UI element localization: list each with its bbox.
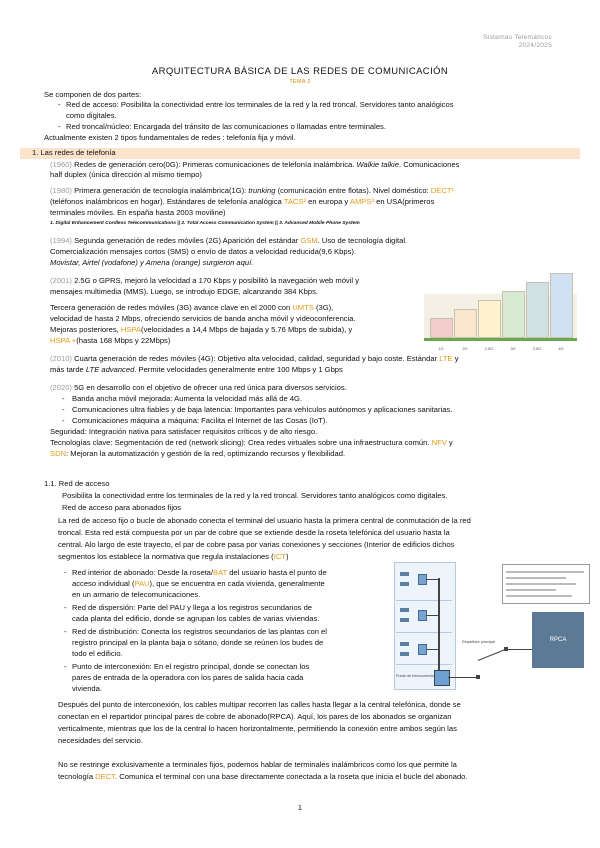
phone-icon [400, 608, 409, 612]
gen-3g-text-d: Mejoras posteriores, [50, 325, 119, 334]
gen-3g-line2: velocidad de hasta 2 Mbps, ofreciendo servicios de banda ancha móvil y videoconferencia. [50, 314, 356, 323]
bullet-dash: - [64, 627, 67, 636]
gen-3g-line3 [50, 325, 352, 336]
header-year: 2024/2025 [518, 42, 552, 49]
generation-column [454, 309, 477, 338]
bullet-dash: - [62, 405, 65, 414]
page-header [483, 34, 552, 50]
document-subtitle: TEMA 2 [289, 79, 311, 85]
phone-icon [400, 652, 409, 656]
gen-2g-text-b: . Uso de tecnología digital. [317, 236, 408, 245]
year-label: (2020) [50, 383, 72, 392]
floor-line [396, 600, 452, 601]
keyword-dect: DECT [95, 772, 116, 781]
s11-bullet-4-line2: pares de entrada de la operadora con los pares de salida hacia cada [72, 673, 304, 682]
section-heading: 1. Las redes de telefonía [32, 148, 116, 157]
s11-b1-text: Red interior de abonado: Desde la roseta/ [72, 568, 213, 577]
s11-q4: necesidades del servicio. [58, 736, 143, 745]
gen-4g-text-b: y [454, 354, 459, 363]
generation-column [526, 282, 549, 338]
phone-icon [400, 572, 409, 576]
gen-5g-and: y [448, 438, 453, 447]
s11-p6-text: segmentos los establece la normativa que regula instalaciones ( [58, 552, 274, 561]
s11-b1-text-b: del usuario hasta el punto de [229, 568, 327, 577]
s11-p6-end: ) [285, 552, 289, 561]
cable-node [504, 647, 508, 651]
keyword-sdn: SDN [50, 449, 67, 458]
intro-red-acceso-cont: como digitales. [66, 111, 117, 120]
s11-p6 [58, 552, 288, 563]
s11-r1: No se restringe exclusivamente a terminales fijos, podemos hablar de terminales inalámbricos como los que permite la [58, 760, 457, 769]
gen-25g [50, 276, 359, 287]
gen-5g-text: 5G en desarrollo con el objetivo de ofrecer una red única para diversos servicios. [74, 383, 347, 392]
s11-r2-text-b: . Comunica el terminal con una base directamente conectada a la roseta que inicia el bucle del abonado. [115, 772, 468, 781]
bullet-dash: - [64, 662, 67, 671]
gen-3g [50, 303, 333, 314]
s11-bullet-1-line3: en un armario de telecomunicaciones. [72, 590, 201, 599]
gen-1g-text-d: en europa y [308, 197, 349, 206]
intro-tipos: Actualmente existen 2 tipos fundamentales de redes : telefonía fija y móvil. [44, 133, 296, 142]
legend-line [506, 595, 572, 597]
gen-4g-text-c: más tarde [50, 365, 84, 374]
header-subject: Sistemas Telemáticos [483, 34, 552, 41]
s11-p3: La red de acceso fijo o bucle de abonado conecta el terminal del usuario hasta la primera central de conmutación de la red [58, 516, 471, 525]
gen-3g-text-b: (3G), [315, 303, 334, 312]
gen-1g-line3: terminales móviles. En españa hasta 2003 moviline) [50, 208, 226, 217]
intro-bullet-dash: - [58, 100, 61, 109]
bullet-dash: - [62, 416, 65, 425]
generation-column [478, 300, 501, 338]
gen-1g-trunking: trunking [248, 186, 276, 195]
keyword-bat: BAT [213, 568, 228, 577]
generation-label: 4G [558, 346, 564, 351]
gen-5g-tecnologias [50, 438, 453, 449]
generation-label: 3.5G [532, 346, 542, 351]
gen-1g-text-c: (teléfonos inalámbricos en hogar). Estándares de telefonía analógica [50, 197, 282, 206]
gen-3g-text: Tercera generación de redes móviles (3G) avance clave en el 2000 con [50, 303, 291, 312]
s11-bullet-4-line3: vivienda. [72, 684, 102, 693]
keyword-amps: AMPS³ [349, 197, 374, 206]
mobile-generations-figure [424, 268, 577, 354]
rpca-block: RPCA [532, 612, 584, 668]
s11-bullet-1 [72, 568, 327, 579]
gen-3g-line4 [50, 336, 170, 347]
year-label: (1960) [50, 160, 72, 169]
gen-0g-cont: half duplex (única dirección al mismo tiempo) [50, 170, 202, 179]
year-label: (1994) [50, 236, 72, 245]
gen-4g [50, 354, 459, 365]
legend-line [506, 577, 566, 579]
page-number: 1 [297, 803, 303, 812]
floor-line [396, 632, 452, 633]
generation-column [550, 273, 573, 338]
generation-column [430, 318, 453, 338]
street-cable [478, 649, 506, 661]
legend-line [506, 571, 584, 573]
keyword-hspa: HSPA [120, 325, 142, 334]
keyword-nfv: NFV [431, 438, 447, 447]
intro-red-acceso: Red de acceso: Posibilita la conectividad entre los terminales de la red y la red troncal. Servidores tanto analógicos [66, 100, 454, 109]
keyword-umts: UMTS [292, 303, 314, 312]
year-label: (2001) [50, 276, 72, 285]
diagram-legend [502, 564, 590, 604]
gen-1g-text-b: (comunicación entre flotas). Nivel doméstico: [277, 186, 429, 195]
gen-2g-line3: Movistar, Airtel (vodafone) y Amena (orange) surgieron aquí. [50, 258, 254, 267]
gen-25g-line2: mensajes multimedia (MMS). Luego, se introdujo EDGE, alcanzando 384 Kbps. [50, 287, 319, 296]
s11-r2-text: tecnología [58, 772, 94, 781]
gen-1g-footnote: 1. Digital Enhancement Cordless Telecommunications || 2. Total Access Communication System || 3. Advanced Mobile Phone System [50, 221, 360, 226]
intro-red-troncal: Red troncal/núcleo: Encargada del tránsito de las comunicaciones o llamadas entre terminales. [66, 122, 386, 131]
keyword-dect: DECT¹ [430, 186, 454, 195]
keyword-ict: ICT [273, 552, 286, 561]
bullet-dash: - [62, 394, 65, 403]
gen-5g-bullet-3: Comunicaciones máquina a máquina: Facilita el Internet de las Cosas (IoT). [72, 416, 328, 425]
s11-q2: conectan en el repartidor principal pares de cobre de abonado(RPCA). Aquí, los pares de los abonados se organizan [58, 712, 452, 721]
keyword-pau: PAU [134, 579, 150, 588]
s11-bullet-1-line2 [72, 579, 325, 590]
gen-25g-text: 2.5G o GPRS, mejoró la velocidad a 170 Kbps y posibilitó la navegación web móvil y [74, 276, 359, 285]
keyword-gsm: GSM [300, 236, 318, 245]
gen-5g-sdn [50, 449, 345, 460]
bullet-dash: - [64, 603, 67, 612]
s11-p2: Red de acceso para abonados fijos [62, 503, 182, 512]
s11-bullet-3-line3: todo el edificio. [72, 649, 123, 658]
cable-line [426, 579, 438, 580]
s11-q1: Después del punto de interconexión, los cables multipar recorren las calles hasta llegar a la central telefónica, donde se [58, 700, 461, 709]
s11-b1-text-d: ), que se encuentra en cada vivienda, generalmente [149, 579, 325, 588]
s11-r2 [58, 772, 468, 783]
gen-3g-text-f: (hasta 168 Mbps y 22Mbps) [76, 336, 171, 345]
gen-5g-bullet-2: Comunicaciones ultra fiables y de baja latencia: Importantes para vehículos autónomos y aplicaciones sanitarias. [72, 405, 453, 414]
phone-icon [400, 642, 409, 646]
keyword-lte-advanced: LTE advanced [85, 365, 135, 374]
s11-bullet-2: Red de dispersión: Parte del PAU y llega a los registros secundarios de [72, 603, 313, 612]
gen-3g-text-e: (velocidades a 14,4 Mbps de bajada y 5.76 Mbps de subida), y [141, 325, 353, 334]
legend-line [506, 589, 556, 591]
gen-5g [50, 383, 347, 394]
cable-line [426, 649, 438, 650]
year-label: (1980) [50, 186, 72, 195]
s11-bullet-4: Punto de interconexión: En el registro principal, donde se conectan los [72, 662, 310, 671]
floor-line [396, 664, 452, 665]
gen-0g-text-b: . Comunicaciones [398, 160, 460, 169]
generation-label: 2G [462, 346, 468, 351]
gen-5g-bullet-1: Banda ancha móvil mejorada: Aumenta la velocidad más allá de 4G. [72, 394, 303, 403]
repartidor-label: Repartidor principal [462, 640, 495, 644]
gen-5g-tec-text: Tecnologías clave: Segmentación de red (network slicing): Crea redes virtuales sobre una infraestructura común. [50, 438, 430, 447]
gen-2g-line2: Comercialización mensajes cortos (SMS) o envío de datos a velocidad reducida(9,6 Kbps). [50, 247, 357, 256]
access-network-diagram [388, 560, 588, 700]
gen-1g [50, 186, 454, 197]
generation-column [502, 291, 525, 338]
year-label: (2010) [50, 354, 72, 363]
s11-q3: verticalmente, mientras que los de la central lo hacen horizontalmente, permitiendo la conexión entre ambos según las [58, 724, 457, 733]
s11-p1: Posibilita la conectividad entre los terminales de la red y la red troncal. Servidores tanto analógicos como digitales. [62, 491, 448, 500]
gen-2g-text: Segunda generación de redes móviles (2G) Aparición del estándar [74, 236, 299, 245]
gen-0g-text: Redes de generación cero(0G): Primeras comunicaciones de telefonía inalámbrica. [74, 160, 355, 169]
gen-1g-line2 [50, 197, 434, 208]
distribution-riser [438, 578, 440, 682]
intro-lead: Se componen de dos partes: [44, 90, 142, 99]
document-title: ARQUITECTURA BÁSICA DE LAS REDES DE COMUNICACIÓN [151, 66, 449, 77]
gen-1g-text-e: en USA(primeros [376, 197, 435, 206]
keyword-hspa-plus: HSPA + [50, 336, 77, 345]
subsection-heading: 1.1. Red de acceso [44, 479, 110, 488]
phone-icon [400, 618, 409, 622]
gen-4g-text-d: . Permite velocidades generalmente entre 100 Mbps y 1 Gbps [134, 365, 343, 374]
street-cable [506, 649, 532, 650]
phone-icon [400, 582, 409, 586]
gen-1g-text: Primera generación de tecnología inalámbrica(1G): [74, 186, 247, 195]
cable-line [426, 615, 438, 616]
gen-4g-text: Cuarta generación de redes móviles (4G): Objetivo alta velocidad, calidad, seguridad y bajo coste. Estándar [74, 354, 438, 363]
keyword-tacs: TACS² [283, 197, 306, 206]
s11-b1-text-c: acceso individual ( [72, 579, 135, 588]
bullet-dash: - [64, 568, 67, 577]
generation-label: 3G [510, 346, 516, 351]
gen-5g-seguridad: Seguridad: Integración nativa para satisfacer requisitos críticos y de alto riesgo. [50, 427, 318, 436]
keyword-lte: LTE [439, 354, 453, 363]
cable-node [476, 675, 480, 679]
s11-bullet-3-line2: registro principal en la planta baja o sótano, donde se reúnen los budes de [72, 638, 324, 647]
gen-2g [50, 236, 407, 247]
s11-p4: troncal. Esta red está compuesta por un par de cobre que se extiende desde la roseta telefónica del usuario hasta la [58, 528, 450, 537]
gen-4g-line2 [50, 365, 343, 376]
interconnection-label: Punto de Interconexión [396, 674, 436, 678]
s11-bullet-3: Red de distribución: Conecta los registros secundarios de las plantas con el [72, 627, 327, 636]
generation-label: 1G [438, 346, 444, 351]
gen-0g [50, 160, 459, 171]
street-cable [448, 677, 478, 678]
s11-p5: central. Alo largo de este trayecto, el par de cobre pasa por varias conexiones y secciones (Interior de edificios dichos [58, 540, 455, 549]
gen-5g-sdn-text: : Mejoran la automatización y gestión de la red, optimizando recursos y flexibilidad. [66, 449, 346, 458]
gen-0g-walkie: Walkie talkie [356, 160, 399, 169]
legend-line [506, 583, 576, 585]
intro-bullet-dash: - [58, 122, 61, 131]
generation-label: 2.5G [484, 346, 494, 351]
s11-bullet-2-line2: cada planta del edificio, donde se agrupan los cables de varias viviendas. [72, 614, 320, 623]
